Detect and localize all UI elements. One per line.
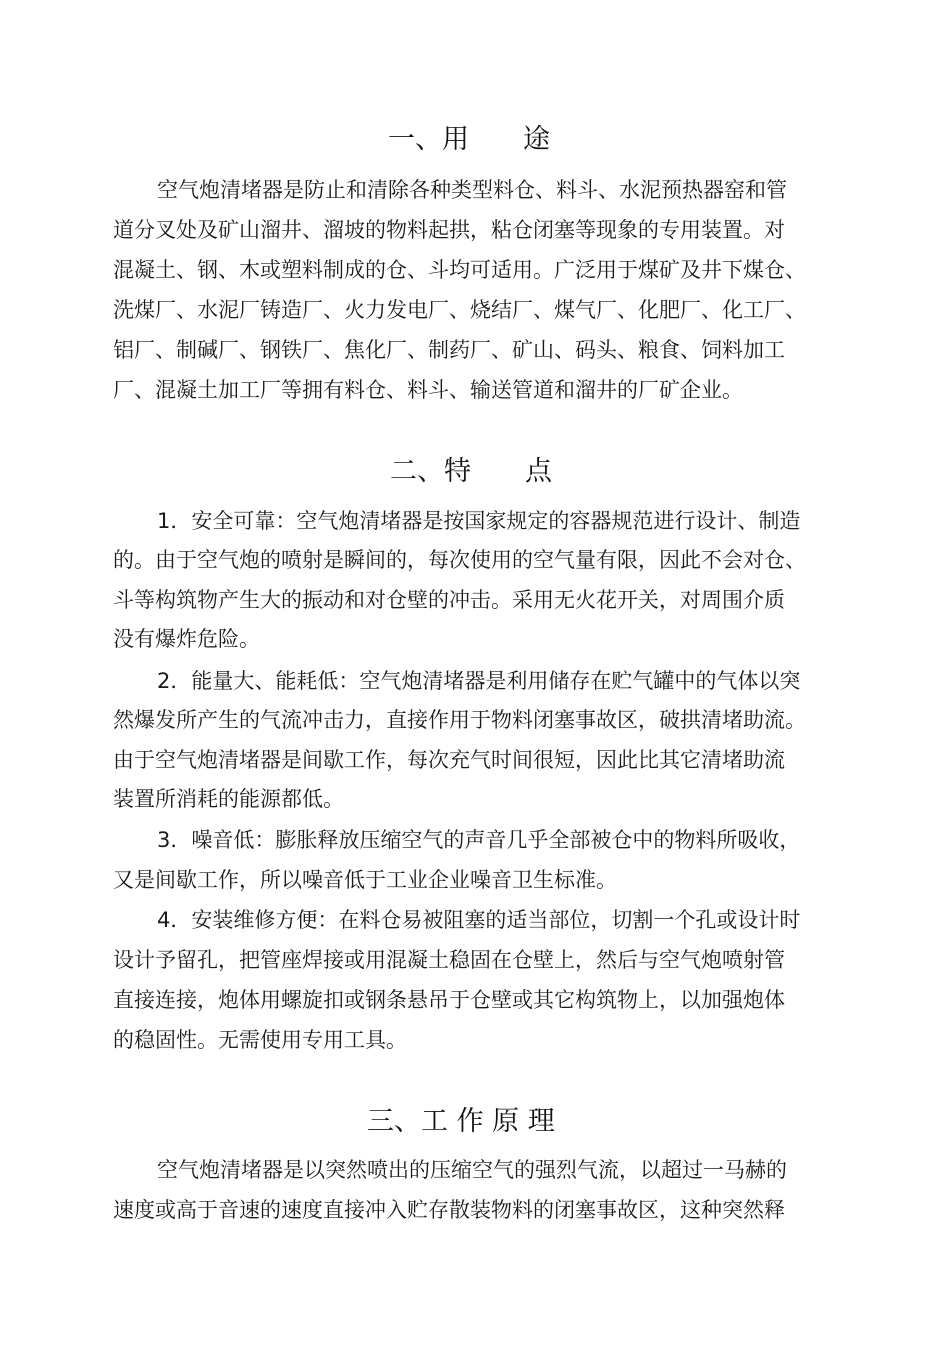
section-1-line: 铝厂、制碱厂、钢铁厂、焦化厂、制药厂、矿山、码头、粮食、饲料加工	[113, 338, 785, 362]
section-2-line: 的稳固性。无需使用专用工具。	[113, 1028, 407, 1052]
section-2-line: 然爆发所产生的气流冲击力，直接作用于物料闭塞事故区，破拱清堵助流。	[113, 708, 806, 732]
section-2-line: 2．能量大、能耗低：空气炮清堵器是利用储存在贮气罐中的气体以突	[157, 669, 801, 693]
section-2-line: 又是间歇工作，所以噪音低于工业企业噪音卫生标准。	[113, 868, 617, 892]
section-2-title: 二、特 点	[390, 456, 552, 487]
section-2-line: 没有爆炸危险。	[113, 627, 260, 651]
section-2-line: 3．噪音低：膨胀释放压缩空气的声音几乎全部被仓中的物料所吸收，	[157, 828, 801, 852]
section-1-line: 厂、混凝土加工厂等拥有料仓、料斗、输送管道和溜井的厂矿企业。	[113, 378, 743, 402]
section-3-line: 空气炮清堵器是以突然喷出的压缩空气的强烈气流，以超过一马赫的	[157, 1158, 787, 1182]
section-2-line: 装置所消耗的能源都低。	[113, 787, 344, 811]
section-3-title: 三、工 作 原 理	[367, 1106, 555, 1137]
section-1-line: 空气炮清堵器是防止和清除各种类型料仓、料斗、水泥预热器窑和管	[157, 178, 787, 202]
section-3-line: 速度或高于音速的速度直接冲入贮存散装物料的闭塞事故区，这种突然释	[113, 1198, 785, 1222]
section-2-line: 的。由于空气炮的喷射是瞬间的，每次使用的空气量有限，因此不会对仓、	[113, 548, 806, 572]
section-1-line: 道分叉处及矿山溜井、溜坡的物料起拱，粘仓闭塞等现象的专用装置。对	[113, 218, 785, 242]
section-1-title: 一、用 途	[388, 124, 550, 155]
section-2-line: 4．安装维修方便：在料仓易被阻塞的适当部位，切割一个孔或设计时	[157, 908, 801, 932]
section-2-line: 由于空气炮清堵器是间歇工作，每次充气时间很短，因此比其它清堵助流	[113, 748, 785, 772]
section-2-line: 1．安全可靠：空气炮清堵器是按国家规定的容器规范进行设计、制造	[157, 509, 801, 533]
section-2-line: 设计予留孔，把管座焊接或用混凝土稳固在仓壁上，然后与空气炮喷射管	[113, 948, 785, 972]
section-2-line: 直接连接，炮体用螺旋扣或钢条悬吊于仓壁或其它构筑物上，以加强炮体	[113, 988, 785, 1012]
section-2-line: 斗等构筑物产生大的振动和对仓壁的冲击。采用无火花开关，对周围介质	[113, 588, 785, 612]
section-1-line: 洗煤厂、水泥厂铸造厂、火力发电厂、烧结厂、煤气厂、化肥厂、化工厂、	[113, 298, 806, 322]
section-1-line: 混凝土、钢、木或塑料制成的仓、斗均可适用。广泛用于煤矿及井下煤仓、	[113, 258, 806, 282]
